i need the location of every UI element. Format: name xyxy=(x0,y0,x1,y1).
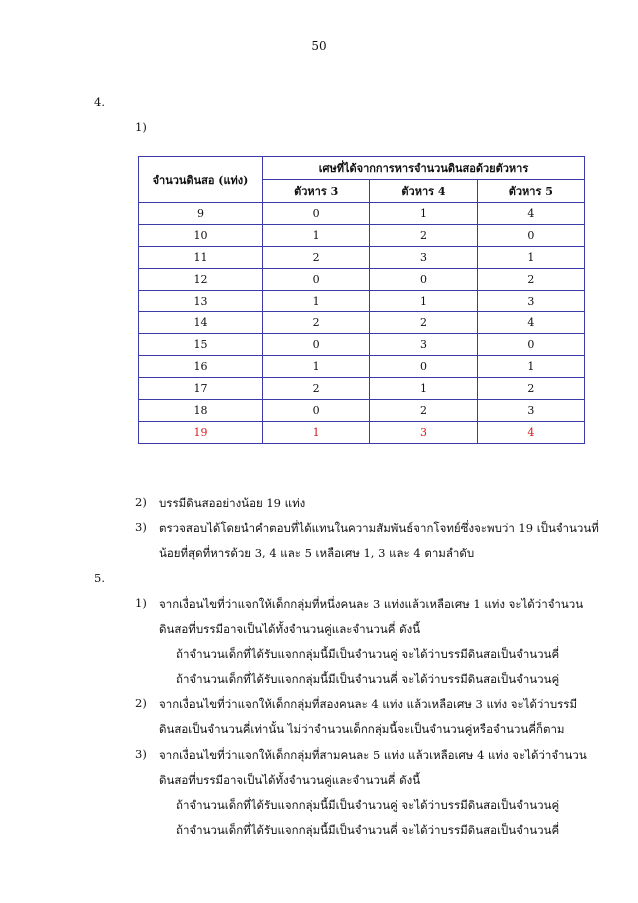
q4-part3-line2: น้อยที่สุดที่หารด้วย 3, 4 และ 5 เหลือเศษ 1, 3 และ 4 ตามลำดับ xyxy=(159,546,475,560)
remainder-cell: 2 xyxy=(370,400,477,422)
remainder-cell: 4 xyxy=(477,421,584,443)
remainder-group-header: เศษที่ได้จากการหารจำนวนดินสอด้วยตัวหาร xyxy=(263,157,585,180)
remainder-cell: 1 xyxy=(370,290,477,312)
table-row xyxy=(139,378,585,400)
remainder-cell: 1 xyxy=(263,224,370,246)
pencil-count-cell: 10 xyxy=(139,224,263,246)
pencil-count-cell: 16 xyxy=(139,356,263,378)
table-row xyxy=(139,356,585,378)
q5-item3-line3: ถ้าจำนวนเด็กที่ได้รับแจกกลุ่มนี้มีเป็นจำนวนคู่ จะได้ว่าบรรมีดินสอเป็นจำนวนคู่ xyxy=(176,798,560,812)
remainder-cell: 1 xyxy=(263,356,370,378)
divisor-3-header: ตัวหาร 3 xyxy=(263,180,370,203)
remainder-cell: 4 xyxy=(477,203,584,225)
remainder-cell: 2 xyxy=(370,312,477,334)
table-row xyxy=(139,224,585,246)
pencil-count-cell: 13 xyxy=(139,290,263,312)
remainder-cell: 0 xyxy=(477,224,584,246)
remainder-cell: 1 xyxy=(263,421,370,443)
remainder-cell: 3 xyxy=(370,334,477,356)
q5-item3-line1: จากเงื่อนไขที่ว่าแจกให้เด็กกลุ่มที่สามคนละ 5 แท่ง แล้วเหลือเศษ 4 แท่ง จะได้ว่าจำนวน xyxy=(159,748,587,762)
table-row xyxy=(139,312,585,334)
q4-part2-num: 2) xyxy=(135,495,147,509)
remainder-cell: 1 xyxy=(370,203,477,225)
remainder-cell: 2 xyxy=(263,246,370,268)
remainder-cell: 0 xyxy=(370,356,477,378)
remainder-cell: 0 xyxy=(370,268,477,290)
remainder-cell: 1 xyxy=(263,290,370,312)
pencil-count-cell: 18 xyxy=(139,400,263,422)
remainder-cell: 0 xyxy=(263,203,370,225)
table-row xyxy=(139,268,585,290)
remainder-cell: 2 xyxy=(370,224,477,246)
q5-item1-line3: ถ้าจำนวนเด็กที่ได้รับแจกกลุ่มนี้มีเป็นจำนวนคู่ จะได้ว่าบรรมีดินสอเป็นจำนวนคี่ xyxy=(176,647,560,661)
q5-item1-line4: ถ้าจำนวนเด็กที่ได้รับแจกกลุ่มนี้มีเป็นจำนวนคี่ จะได้ว่าบรรมีดินสอเป็นจำนวนคู่ xyxy=(176,672,560,686)
q4-part3-line1: ตรวจสอบได้โดยนำคำตอบที่ได้แทนในความสัมพันธ์จากโจทย์ซึ่งจะพบว่า 19 เป็นจำนวนที่ xyxy=(159,521,599,535)
remainder-cell: 3 xyxy=(370,246,477,268)
remainder-cell: 2 xyxy=(263,312,370,334)
pencil-count-cell: 11 xyxy=(139,246,263,268)
q5-item2-line1: จากเงื่อนไขที่ว่าแจกให้เด็กกลุ่มที่สองคนละ 4 แท่ง แล้วเหลือเศษ 3 แท่ง จะได้ว่าบรรมี xyxy=(159,697,578,711)
question-4-label: 4. xyxy=(94,95,105,109)
remainder-cell: 1 xyxy=(477,246,584,268)
table-row xyxy=(139,203,585,225)
remainder-cell: 2 xyxy=(477,268,584,290)
pencil-count-cell: 19 xyxy=(139,421,263,443)
q5-item2-line2: ดินสอเป็นจำนวนคี่เท่านั้น ไม่ว่าจำนวนเด็กกลุ่มนี้จะเป็นจำนวนคู่หรือจำนวนคี่ก็ตาม xyxy=(159,722,565,736)
remainder-cell: 3 xyxy=(477,400,584,422)
table-header-row xyxy=(139,157,585,180)
remainder-cell: 0 xyxy=(263,268,370,290)
q5-item1-line1: จากเงื่อนไขที่ว่าแจกให้เด็กกลุ่มที่หนึ่งคนละ 3 แท่งแล้วเหลือเศษ 1 แท่ง จะได้ว่าจำนวน xyxy=(159,597,584,611)
pencil-count-cell: 9 xyxy=(139,203,263,225)
q5-item3-num: 3) xyxy=(135,747,147,761)
pencil-count-cell: 14 xyxy=(139,312,263,334)
table-row xyxy=(139,246,585,268)
q5-item1-line2: ดินสอที่บรรมีอาจเป็นได้ทั้งจำนวนคู่และจำนวนคี่ ดังนี้ xyxy=(159,622,421,636)
q4-part1-label: 1) xyxy=(135,120,147,134)
pencil-count-cell: 12 xyxy=(139,268,263,290)
remainder-cell: 3 xyxy=(370,421,477,443)
q5-item3-line4: ถ้าจำนวนเด็กที่ได้รับแจกกลุ่มนี้มีเป็นจำนวนคี่ จะได้ว่าบรรมีดินสอเป็นจำนวนคี่ xyxy=(176,823,560,837)
remainder-cell: 3 xyxy=(477,290,584,312)
remainder-cell: 0 xyxy=(477,334,584,356)
remainder-cell: 1 xyxy=(477,356,584,378)
table-row xyxy=(139,400,585,422)
table-row xyxy=(139,290,585,312)
table-row xyxy=(139,334,585,356)
table-body xyxy=(139,203,585,444)
page-number: 50 xyxy=(311,39,327,53)
pencil-count-header: จำนวนดินสอ (แท่ง) xyxy=(139,157,263,203)
q5-item3-line2: ดินสอที่บรรมีอาจเป็นได้ทั้งจำนวนคู่และจำนวนคี่ ดังนี้ xyxy=(159,773,421,787)
divisor-5-header: ตัวหาร 5 xyxy=(477,180,584,203)
pencil-count-cell: 17 xyxy=(139,378,263,400)
q4-part2-text: บรรมีดินสออย่างน้อย 19 แท่ง xyxy=(159,496,306,510)
pencil-count-cell: 15 xyxy=(139,334,263,356)
remainder-cell: 2 xyxy=(263,378,370,400)
remainder-table xyxy=(138,156,585,444)
q4-part3-num: 3) xyxy=(135,520,147,534)
remainder-cell: 1 xyxy=(370,378,477,400)
q5-item2-num: 2) xyxy=(135,696,147,710)
divisor-4-header: ตัวหาร 4 xyxy=(370,180,477,203)
table-row xyxy=(139,421,585,443)
remainder-cell: 2 xyxy=(477,378,584,400)
q5-item1-num: 1) xyxy=(135,596,147,610)
question-5-label: 5. xyxy=(94,571,105,585)
remainder-cell: 0 xyxy=(263,334,370,356)
remainder-cell: 4 xyxy=(477,312,584,334)
remainder-cell: 0 xyxy=(263,400,370,422)
